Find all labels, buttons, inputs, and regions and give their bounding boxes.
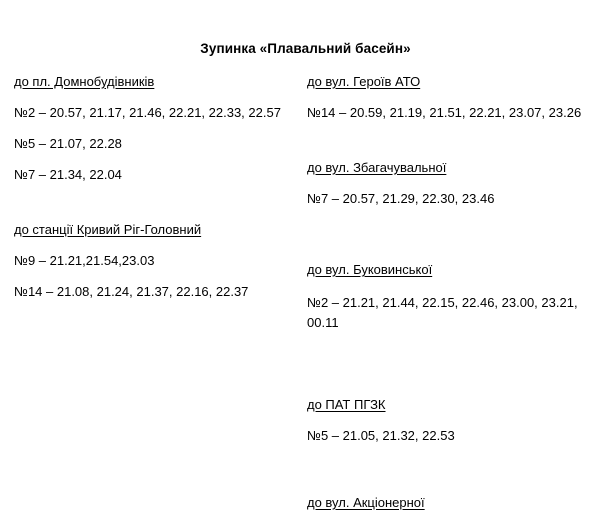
destination-heading: до вул. Буковинської: [307, 262, 433, 277]
schedule-block: [307, 160, 602, 206]
route-times: №9 – 21.21,21.54,23.03: [14, 253, 155, 268]
route-times: №2 – 20.57, 21.17, 21.46, 22.21, 22.33, 22.57: [14, 105, 281, 120]
right-column: [307, 74, 602, 510]
route-times: №14 – 20.59, 21.19, 21.51, 22.21, 23.07, 23.26: [307, 105, 582, 120]
schedule-block: [307, 74, 602, 120]
destination-heading: до вул. Акціонерної: [307, 495, 425, 510]
schedule-block: [14, 74, 299, 182]
route-times: №7 – 20.57, 21.29, 22.30, 23.46: [307, 191, 495, 206]
schedule-block: [307, 495, 602, 510]
destination-heading: до вул. Збагачувальної: [307, 160, 447, 175]
route-times: №5 – 21.05, 21.32, 22.53: [307, 428, 455, 443]
route-times: №14 – 21.08, 21.24, 21.37, 22.16, 22.37: [14, 284, 249, 299]
schedule-block: [307, 262, 602, 333]
destination-heading: до станції Кривий Ріг-Головний: [14, 222, 202, 237]
page-title: Зупинка «Плавальний басейн»: [200, 41, 411, 56]
destination-heading: до пл. Домнобудівників: [14, 74, 155, 89]
route-times: №5 – 21.07, 22.28: [14, 136, 122, 151]
route-times: №7 – 21.34, 22.04: [14, 167, 122, 182]
schedule-block: [14, 222, 299, 299]
left-column: [14, 74, 299, 299]
schedule-block: [307, 397, 602, 443]
destination-heading: до ПАТ ПГЗК: [307, 397, 386, 412]
route-times: №2 – 21.21, 21.44, 22.15, 22.46, 23.00, 23.21, 00.11: [307, 295, 578, 330]
destination-heading: до вул. Героїв АТО: [307, 74, 421, 89]
